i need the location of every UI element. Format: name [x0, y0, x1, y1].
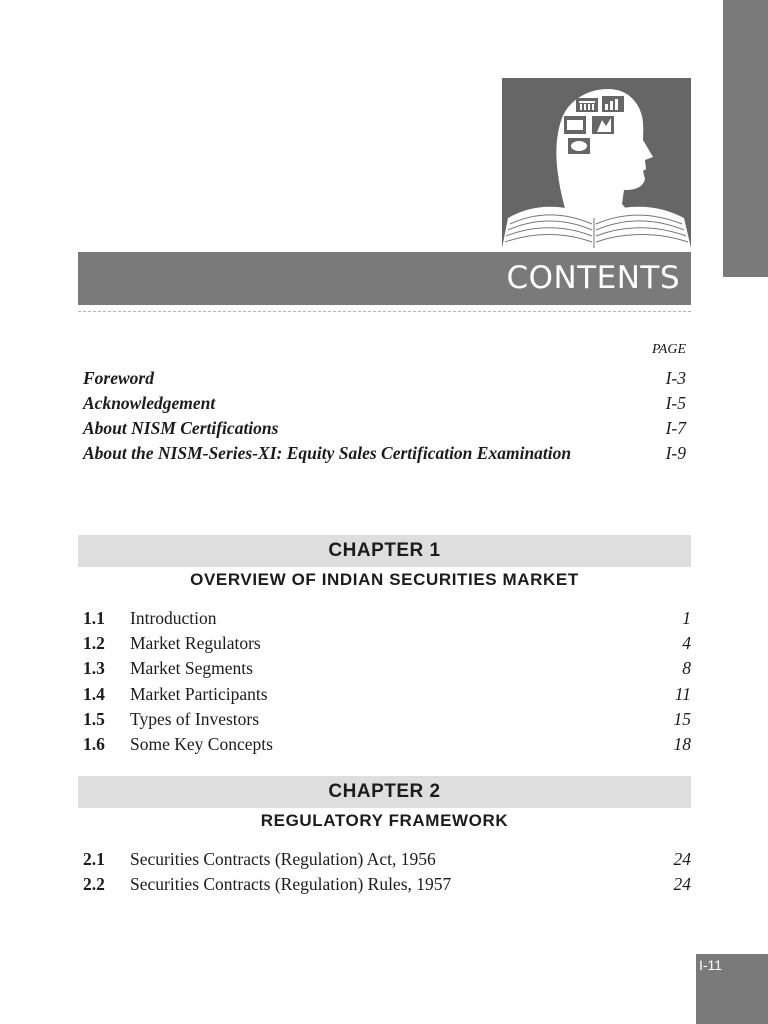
toc-entry-about-certifications[interactable]	[83, 416, 686, 441]
section-title: Market Segments	[130, 658, 253, 679]
chapter-2-label: CHAPTER 2	[78, 776, 691, 808]
section-page: 24	[673, 874, 691, 895]
section-page: 8	[682, 658, 691, 679]
section-title: Securities Contracts (Regulation) Rules, 1957	[130, 874, 452, 895]
section-row[interactable]	[83, 732, 691, 757]
chapter-1-title: OVERVIEW OF INDIAN SECURITIES MARKET	[190, 570, 579, 589]
toc-entry-acknowledgement[interactable]	[83, 391, 686, 416]
section-page: 1	[682, 608, 691, 628]
front-matter-list	[83, 366, 686, 466]
section-title: Types of Investors	[130, 708, 260, 729]
page-title: CONTENTS	[506, 260, 680, 296]
section-row[interactable]	[83, 682, 691, 707]
section-row[interactable]	[83, 707, 691, 732]
toc-entry-title: Foreword	[83, 368, 154, 388]
section-page: 11	[674, 683, 691, 704]
toc-entry-title: Acknowledgement	[83, 393, 216, 413]
toc-entry-page: I-9	[665, 443, 686, 463]
section-row[interactable]	[83, 656, 691, 681]
section-row[interactable]	[83, 847, 691, 872]
section-title: Securities Contracts (Regulation) Act, 1956	[130, 849, 436, 869]
toc-entry-page: I-7	[665, 418, 686, 438]
contents-header-bar	[78, 252, 691, 305]
head-silhouette-with-open-book-icon	[502, 78, 691, 248]
section-number: 1.4	[83, 683, 105, 704]
page-number: I-11	[699, 957, 723, 973]
section-page: 4	[682, 633, 691, 654]
chapter-2-sections	[83, 847, 691, 897]
section-title: Introduction	[130, 608, 217, 628]
section-page: 18	[673, 733, 691, 754]
chapter-2-title: REGULATORY FRAMEWORK	[260, 811, 509, 830]
section-page: 15	[673, 708, 691, 729]
page-column-label: PAGE	[652, 342, 686, 357]
section-title: Some Key Concepts	[130, 733, 273, 754]
section-number: 1.6	[83, 733, 105, 754]
section-number: 1.2	[83, 633, 105, 654]
toc-entry-page: I-5	[665, 393, 686, 413]
chapter-1-label: CHAPTER 1	[78, 535, 691, 567]
side-tab-marker	[723, 0, 768, 277]
section-row[interactable]	[83, 872, 691, 897]
section-number: 2.2	[83, 874, 105, 895]
dashed-divider	[78, 311, 691, 312]
section-row[interactable]	[83, 631, 691, 656]
toc-entry-page: I-3	[665, 368, 686, 388]
section-row[interactable]	[83, 606, 691, 631]
section-number: 1.1	[83, 608, 105, 628]
section-number: 1.5	[83, 708, 105, 729]
section-number: 2.1	[83, 849, 105, 869]
page-folio-tab	[696, 954, 768, 1024]
section-number: 1.3	[83, 658, 105, 679]
section-title: Market Participants	[130, 683, 268, 704]
toc-entry-foreword[interactable]	[83, 366, 686, 391]
toc-entry-about-examination[interactable]	[83, 441, 686, 466]
toc-entry-title: About NISM Certifications	[83, 418, 279, 438]
chapter-1-sections	[83, 606, 691, 757]
section-title: Market Regulators	[130, 633, 261, 654]
toc-entry-title: About the NISM-Series-XI: Equity Sales Certification Examination	[83, 443, 572, 463]
section-page: 24	[673, 849, 691, 869]
